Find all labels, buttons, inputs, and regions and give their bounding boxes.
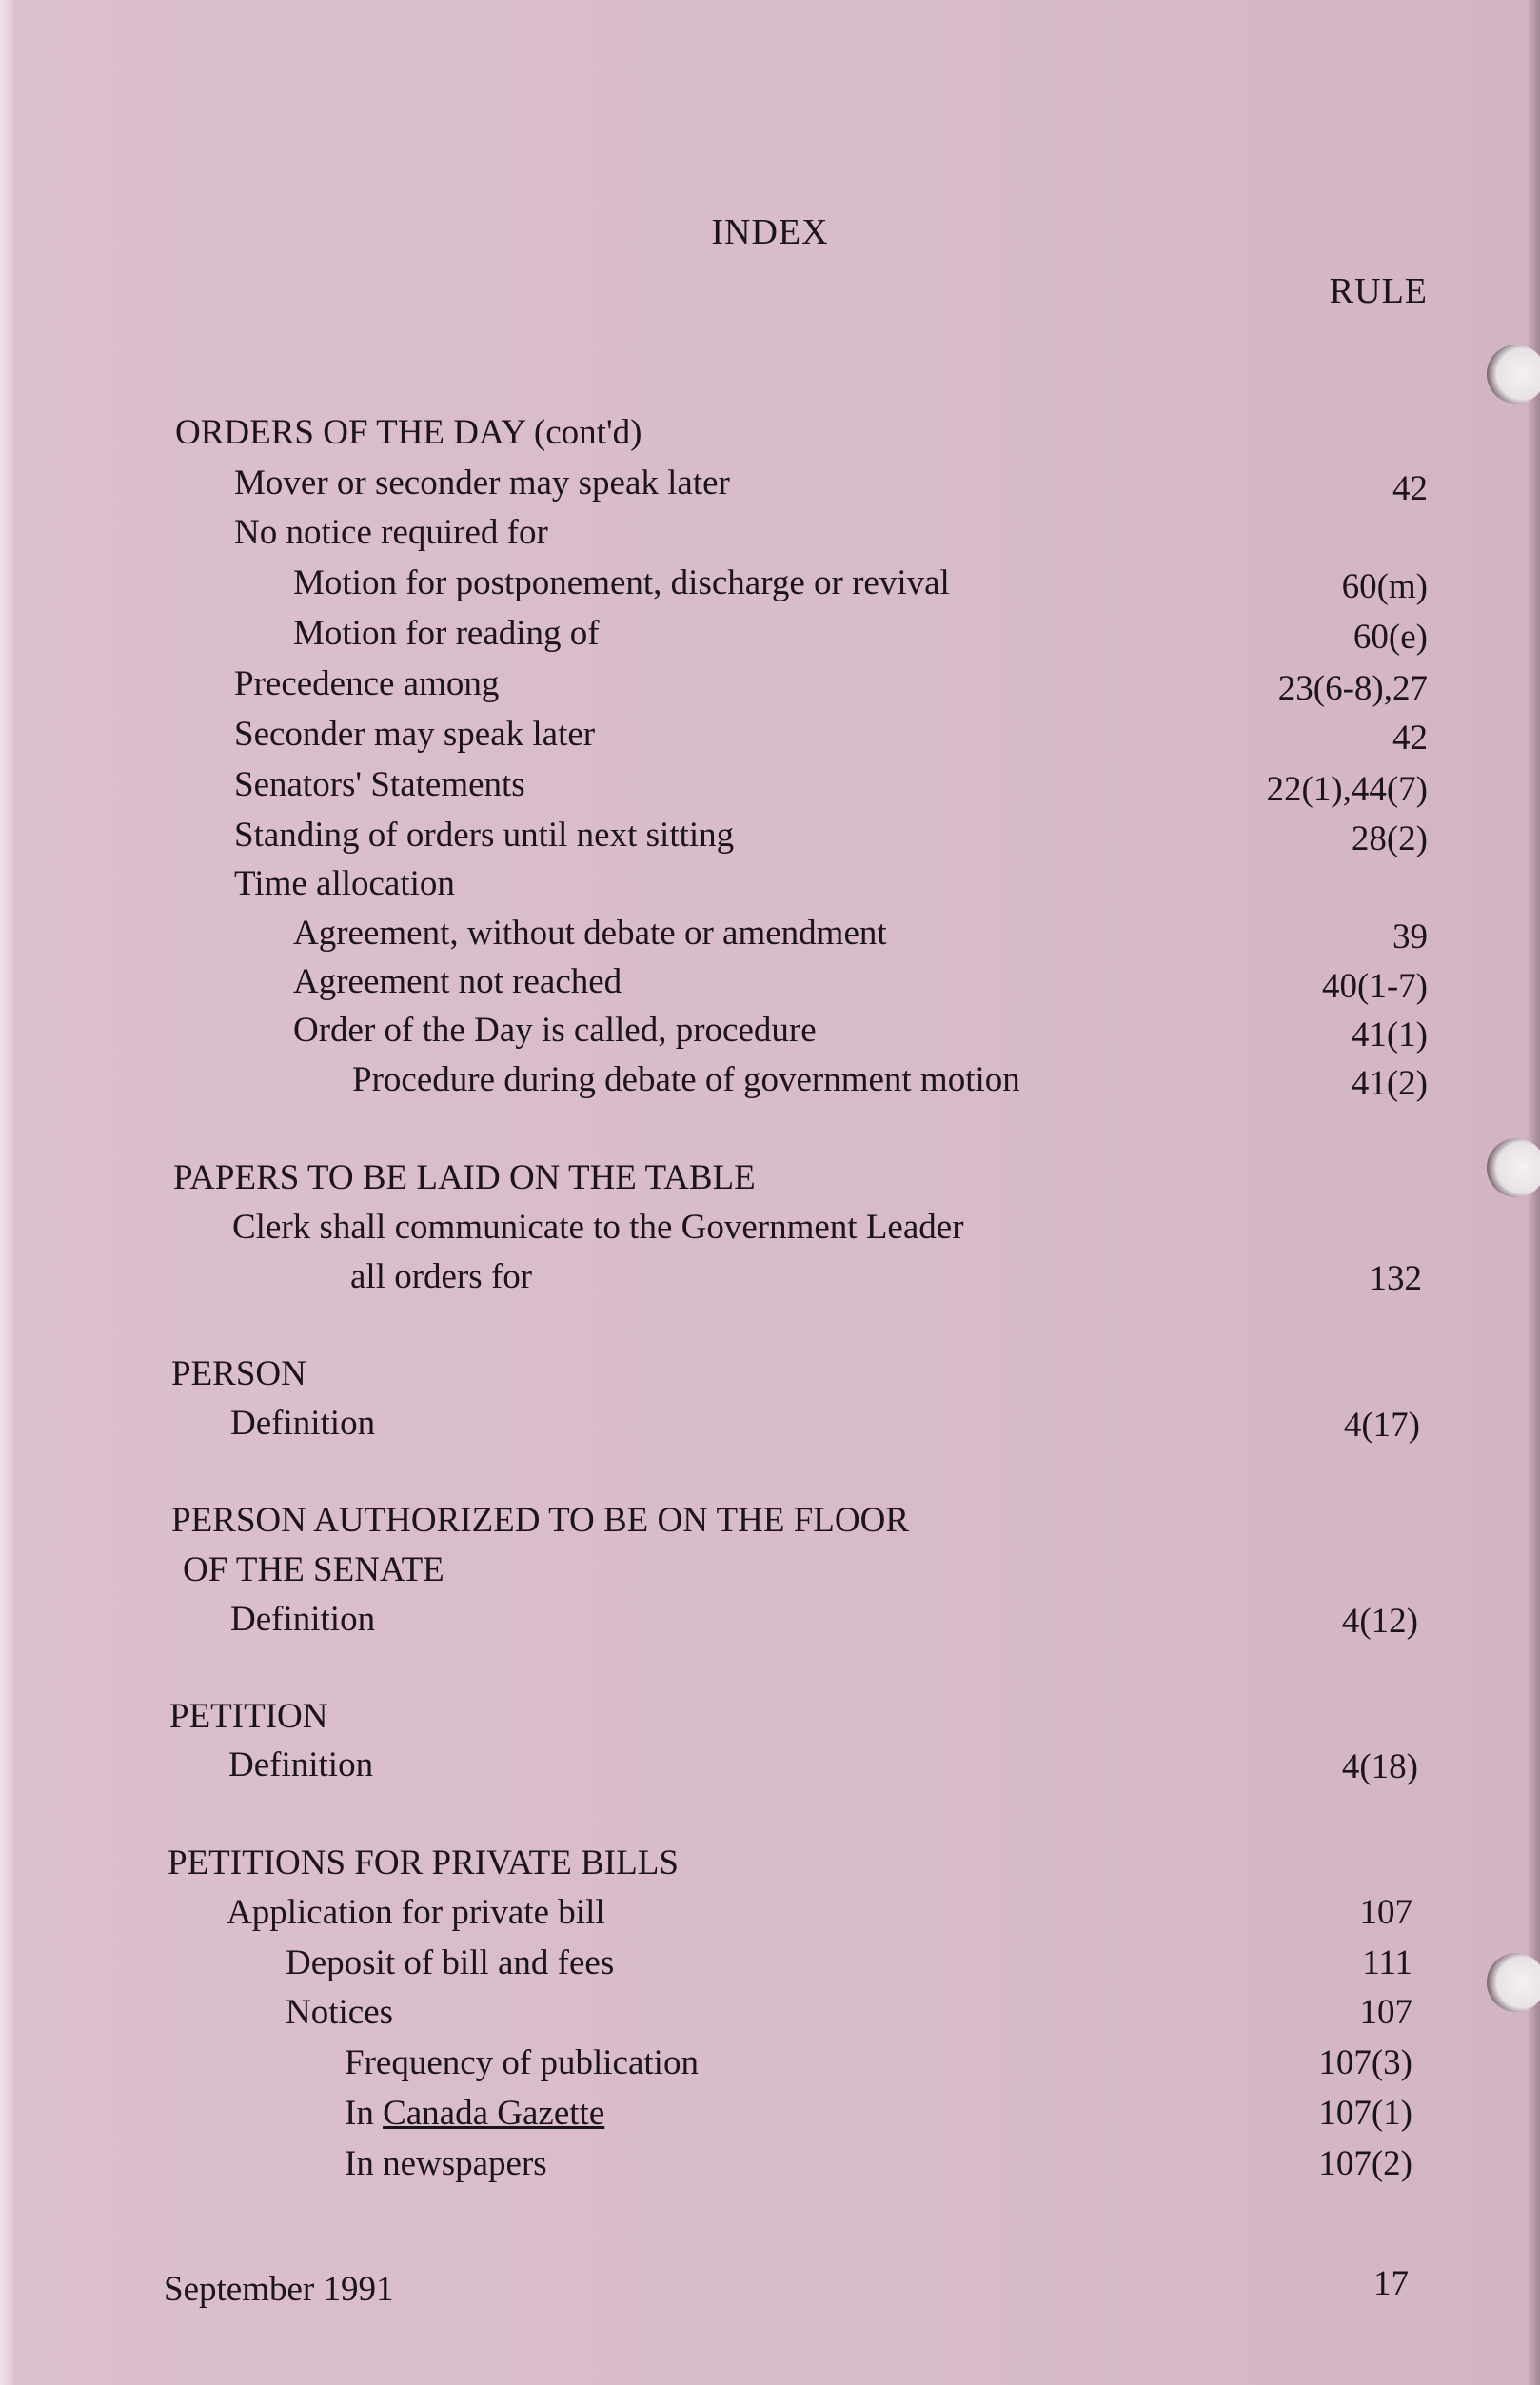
index-entry: Definition (230, 1404, 376, 1443)
section-heading-person-authorized: PERSON AUTHORIZED TO BE ON THE FLOOR (171, 1501, 909, 1540)
rule-reference: 4(17) (1343, 1406, 1420, 1445)
index-entry: Agreement, without debate or amendment (293, 914, 887, 953)
publication-title: Canada Gazette (383, 2094, 605, 2133)
rule-reference: 107 (1359, 1893, 1412, 1932)
index-entry: Deposit of bill and fees (286, 1943, 615, 1982)
section-heading-person-authorized-line2: OF THE SENATE (183, 1550, 444, 1589)
rule-reference: 111 (1362, 1943, 1412, 1982)
page-number: 17 (1373, 2264, 1409, 2303)
index-entry: Precedence among (234, 664, 500, 703)
index-entry: No notice required for (234, 513, 548, 552)
index-entry: Definition (230, 1600, 376, 1639)
rule-reference: 107 (1359, 1993, 1412, 2032)
rule-reference: 4(18) (1341, 1747, 1418, 1786)
section-heading-orders-of-the-day: ORDERS OF THE DAY (cont'd) (175, 413, 642, 452)
index-entry: Mover or seconder may speak later (234, 463, 730, 503)
rule-reference: 40(1-7) (1322, 967, 1428, 1006)
index-entry: Definition (228, 1745, 374, 1784)
index-entry: Procedure during debate of government motion (352, 1060, 1020, 1099)
index-entry: Standing of orders until next sitting (234, 816, 735, 855)
binder-hole-bottom (1487, 1953, 1540, 2012)
page-title: INDEX (711, 212, 829, 252)
rule-reference: 22(1),44(7) (1266, 770, 1428, 809)
rule-reference: 60(m) (1341, 567, 1428, 606)
rule-reference: 42 (1392, 469, 1428, 508)
rule-reference: 41(1) (1351, 1015, 1428, 1055)
index-entry: Agreement not reached (293, 962, 622, 1001)
rule-column-header: RULE (1329, 271, 1428, 311)
index-entry: Motion for postponement, discharge or revival (293, 563, 950, 602)
index-entry-canada-gazette (345, 2093, 604, 2135)
index-entry: Notices (286, 1993, 394, 2032)
index-entry: Frequency of publication (345, 2043, 699, 2082)
index-entry: Time allocation (234, 864, 455, 903)
index-entry: all orders for (350, 1257, 533, 1296)
rule-reference: 28(2) (1351, 819, 1428, 858)
footer-date: September 1991 (164, 2270, 394, 2309)
rule-reference: 41(2) (1351, 1064, 1428, 1103)
binder-hole-top (1487, 345, 1540, 404)
binder-hole-middle (1487, 1138, 1540, 1197)
section-heading-person: PERSON (171, 1354, 306, 1393)
rule-reference: 107(3) (1318, 2043, 1412, 2082)
rule-reference: 23(6-8),27 (1277, 669, 1428, 708)
index-entry: Motion for reading of (293, 614, 600, 653)
index-entry: Application for private bill (227, 1893, 605, 1932)
index-entry: Seconder may speak later (234, 715, 596, 754)
index-entry: Senators' Statements (234, 765, 525, 804)
section-heading-papers: PAPERS TO BE LAID ON THE TABLE (173, 1158, 756, 1197)
index-entry: Clerk shall communicate to the Government Leader (232, 1208, 964, 1247)
rule-reference: 39 (1392, 917, 1428, 956)
rule-reference: 60(e) (1352, 618, 1428, 657)
rule-reference: 42 (1392, 719, 1428, 758)
rule-reference: 107(1) (1318, 2094, 1412, 2133)
section-heading-petition: PETITION (169, 1697, 328, 1736)
rule-reference: 107(2) (1318, 2144, 1412, 2183)
index-entry-prefix: In (345, 2094, 374, 2133)
page-left-edge (0, 0, 15, 2385)
section-heading-petitions-private-bills: PETITIONS FOR PRIVATE BILLS (168, 1843, 679, 1882)
rule-reference: 132 (1369, 1259, 1422, 1298)
rule-reference: 4(12) (1341, 1602, 1418, 1641)
index-entry: Order of the Day is called, procedure (293, 1011, 817, 1050)
index-entry: In newspapers (345, 2144, 547, 2183)
